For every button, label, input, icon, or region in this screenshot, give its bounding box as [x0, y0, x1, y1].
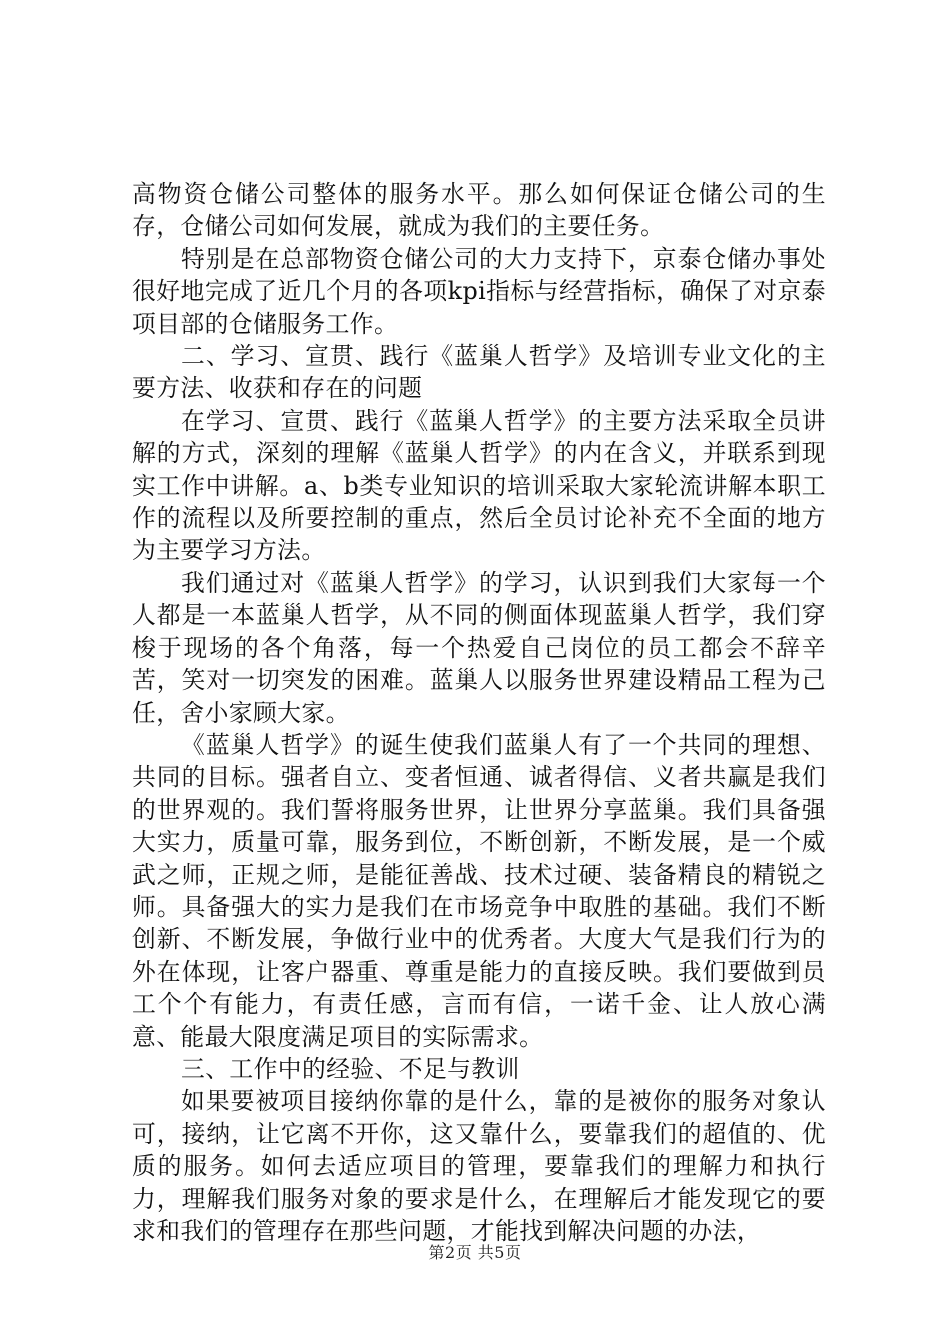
section-heading: 三、工作中的经验、不足与教训: [181, 1054, 520, 1083]
paragraph: 高物资仓储公司整体的服务水平。那么如何保证仓储公司的生存，仓储公司如何发展，就成为我们的主要任务。: [132, 180, 826, 241]
document-body: [132, 178, 826, 1247]
paragraph: 《蓝巢人哲学》的诞生使我们蓝巢人有了一个共同的理想、共同的目标。强者自立、变者恒通、诚者得信、义者共赢是我们的世界观的。我们誓将服务世界，让世界分享蓝巢。我们具备强大实力，质量可靠，服务到位，不断创新，不断发展，是一个威武之师，正规之师，是能征善战、技术过硬、装备精良的精锐之师。具备强大的实力是我们在市场竞争中取胜的基础。我们不断创新、不断发展，争做行业中的优秀者。大度大气是我们行为的外在体现，让客户器重、尊重是能力的直接反映。我们要做到员工个个有能力，有责任感，言而有信，一诺千金、让人放心满意、能最大限度满足项目的实际需求。: [132, 730, 826, 1051]
paragraph: 特别是在总部物资仓储公司的大力支持下，京泰仓储办事处很好地完成了近几个月的各项kpi指标与经营指标，确保了对京泰项目部的仓储服务工作。: [132, 244, 826, 338]
section-heading: 二、学习、宣贯、践行《蓝巢人哲学》及培训专业文化的主要方法、收获和存在的问题: [132, 342, 826, 403]
page-number-footer: 第2页 共5页: [428, 1243, 522, 1262]
paragraph: 在学习、宣贯、践行《蓝巢人哲学》的主要方法采取全员讲解的方式，深刻的理解《蓝巢人哲学》的内在含义，并联系到现实工作中讲解。a、b类专业知识的培训采取大家轮流讲解本职工作的流程以及所要控制的重点，然后全员讨论补充不全面的地方为主要学习方法。: [132, 406, 826, 565]
paragraph: 如果要被项目接纳你靠的是什么，靠的是被你的服务对象认可，接纳，让它离不开你，这又靠什么，要靠我们的超值的、优质的服务。如何去适应项目的管理，要靠我们的理解力和执行力，理解我们服务对象的要求是什么，在理解后才能发现它的要求和我们的管理存在那些问题，才能找到解决问题的办法，: [132, 1087, 826, 1245]
paragraph: 我们通过对《蓝巢人哲学》的学习，认识到我们大家每一个人都是一本蓝巢人哲学，从不同的侧面体现蓝巢人哲学，我们穿梭于现场的各个角落，每一个热爱自己岗位的员工都会不辞辛苦，笑对一切突发的困难。蓝巢人以服务世界建设精品工程为己任，舍小家顾大家。: [132, 568, 826, 727]
